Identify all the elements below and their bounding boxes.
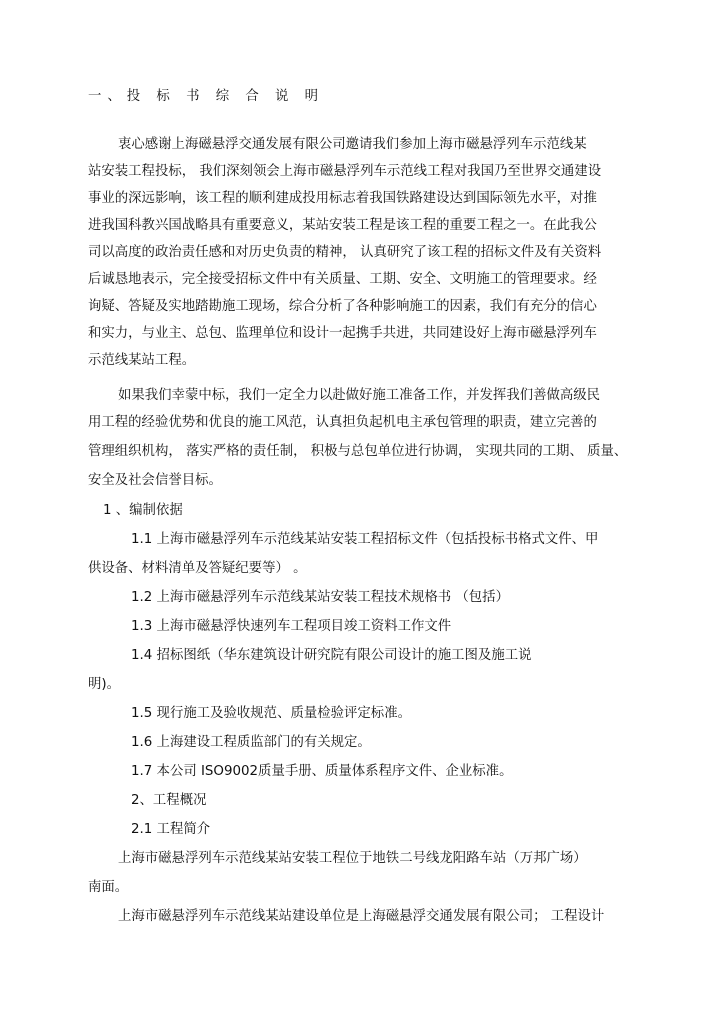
basis-item: 1.4 招标图纸（华东建筑设计研究院有限公司设计的施工图及施工说	[131, 648, 532, 663]
intro-line: 事业的深远影响，该工程的顺利建成投用标志着我国铁路建设达到国际领先水平，对推	[88, 191, 597, 206]
basis-item: 明)。	[88, 677, 121, 692]
intro-line: 示范线某站工程。	[88, 353, 196, 368]
intro-line: 衷心感谢上海磁悬浮交通发展有限公司邀请我们参加上海市磁悬浮列车示范线某	[118, 137, 587, 152]
commitment-line: 如果我们幸蒙中标，我们一定全力以赴做好施工准备工作，并发挥我们善做高级民	[118, 388, 601, 403]
overview-line: 上海市磁悬浮列车示范线某站安装工程位于地铁二号线龙阳路车站（万邦广场）	[118, 851, 587, 866]
basis-item: 1.2 上海市磁悬浮列车示范线某站安装工程技术规格书 （包括）	[131, 590, 509, 605]
basis-item: 1.6 上海建设工程质监部门的有关规定。	[131, 735, 371, 750]
intro-line: 进我国科教兴国战略具有重要意义，某站安装工程是该工程的重要工程之一。在此我公	[88, 218, 597, 233]
intro-line: 司以高度的政治责任感和对历史负责的精神， 认真研究了该工程的招标文件及有关资料	[88, 245, 602, 260]
intro-line: 和实力，与业主、总包、监理单位和设计一起携手共进，共同建设好上海市磁悬浮列车	[88, 326, 597, 341]
commitment-line: 用工程的经验优势和优良的施工风范，认真担负起机电主承包管理的职责，建立完善的	[88, 415, 597, 430]
commitment-line: 安全及社会信誉目标。	[88, 473, 222, 488]
basis-item: 1.1 上海市磁悬浮列车示范线某站安装工程招标文件（包括投标书格式文件、甲	[131, 532, 599, 547]
basis-item: 1.5 现行施工及验收规范、质量检验评定标准。	[131, 706, 411, 721]
overview-line: 上海市磁悬浮列车示范线某站建设单位是上海磁悬浮交通发展有限公司； 工程设计	[118, 909, 605, 924]
intro-line: 后诚恳地表示，完全接受招标文件中有关质量、工期、安全、文明施工的管理要求。经	[88, 272, 597, 287]
basis-item: 1.3 上海市磁悬浮快速列车工程项目竣工资料工作文件	[131, 619, 452, 634]
overview-line: 南面。	[88, 880, 129, 895]
section1-title: 1 、编制依据	[103, 503, 183, 518]
section2-title: 2、工程概况	[131, 793, 207, 808]
basis-item: 供设备、材料清单及答疑纪要等） 。	[88, 561, 307, 576]
section-heading: 一、投 标 书 综 合 说 明	[88, 89, 325, 104]
intro-line: 询疑、答疑及实地踏勘施工现场，综合分析了各种影响施工的因素，我们有充分的信心	[88, 299, 597, 314]
intro-line: 站安装工程投标， 我们深刻领会上海市磁悬浮列车示范线工程对我国乃至世界交通建设	[88, 164, 602, 179]
commitment-line: 管理组织机构， 落实严格的责任制， 积极与总包单位进行协调， 实现共同的工期、 质量、	[88, 444, 628, 459]
section2-subtitle: 2.1 工程简介	[131, 822, 211, 837]
basis-item: 1.7 本公司 ISO9002质量手册、质量体系程序文件、企业标准。	[131, 764, 513, 779]
